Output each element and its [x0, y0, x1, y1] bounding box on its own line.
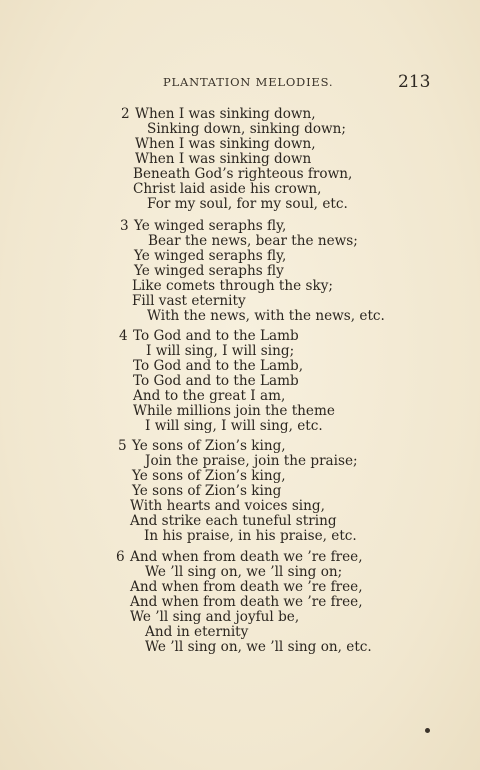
verse-line: To God and to the Lamb, — [133, 358, 304, 374]
verse-line: And when from death we ’re free, — [130, 579, 363, 595]
verse-line: We ’ll sing and joyful be, — [130, 609, 300, 625]
verse-line: Join the praise, join the praise; — [145, 453, 358, 469]
verse-line: Ye sons of Zion’s king, — [132, 468, 286, 484]
verse-line: Beneath God’s righteous frown, — [133, 166, 353, 182]
verse-line: When I was sinking down — [135, 151, 312, 167]
verse-line: Ye sons of Zion’s king, — [132, 438, 286, 454]
verse-line: To God and to the Lamb — [133, 373, 299, 389]
verse-line: Christ laid aside his crown, — [133, 181, 322, 197]
verse-number: 5 — [118, 438, 127, 454]
verse-line: Ye winged seraphs fly — [134, 263, 284, 279]
page-number: 213 — [398, 72, 431, 92]
verse-line: For my soul, for my soul, etc. — [147, 196, 348, 212]
verse-line: When I was sinking down, — [135, 136, 316, 152]
verse-line: We ’ll sing on, we ’ll sing on; — [145, 564, 343, 580]
verse-line: When I was sinking down, — [135, 106, 316, 122]
verse-line: Ye sons of Zion’s king — [132, 483, 282, 499]
verse-line: While millions join the theme — [133, 403, 335, 419]
verse-number: 4 — [119, 328, 128, 344]
verse-line: And when from death we ’re free, — [130, 594, 363, 610]
verse-line: Fill vast eternity — [132, 293, 246, 309]
verse-line: Like comets through the sky; — [132, 278, 333, 294]
verse-line: With hearts and voices sing, — [130, 498, 325, 514]
page-header — [0, 72, 480, 94]
verse-line: With the news, with the news, etc. — [147, 308, 385, 324]
ink-spot — [425, 728, 430, 733]
verse-line: We ’ll sing on, we ’ll sing on, etc. — [145, 639, 372, 655]
verse-line: Sinking down, sinking down; — [147, 121, 346, 137]
verse-number: 2 — [121, 106, 130, 122]
verse-line: And to the great I am, — [133, 388, 286, 404]
verse-line: I will sing, I will sing, etc. — [145, 418, 323, 434]
verse-line: And strike each tuneful string — [130, 513, 337, 529]
verse-line: To God and to the Lamb — [133, 328, 299, 344]
verse-line: And when from death we ’re free, — [130, 549, 363, 565]
verse-line: In his praise, in his praise, etc. — [144, 528, 357, 544]
verse-line: Ye winged seraphs fly, — [134, 218, 287, 234]
running-head: PLANTATION MELODIES. — [163, 75, 334, 89]
verse-line: I will sing, I will sing; — [146, 343, 295, 359]
verse-line: Ye winged seraphs fly, — [134, 248, 287, 264]
verse-line: Bear the news, bear the news; — [148, 233, 358, 249]
verse-number: 6 — [116, 549, 125, 565]
verse-number: 3 — [120, 218, 129, 234]
verse-line: And in eternity — [145, 624, 249, 640]
